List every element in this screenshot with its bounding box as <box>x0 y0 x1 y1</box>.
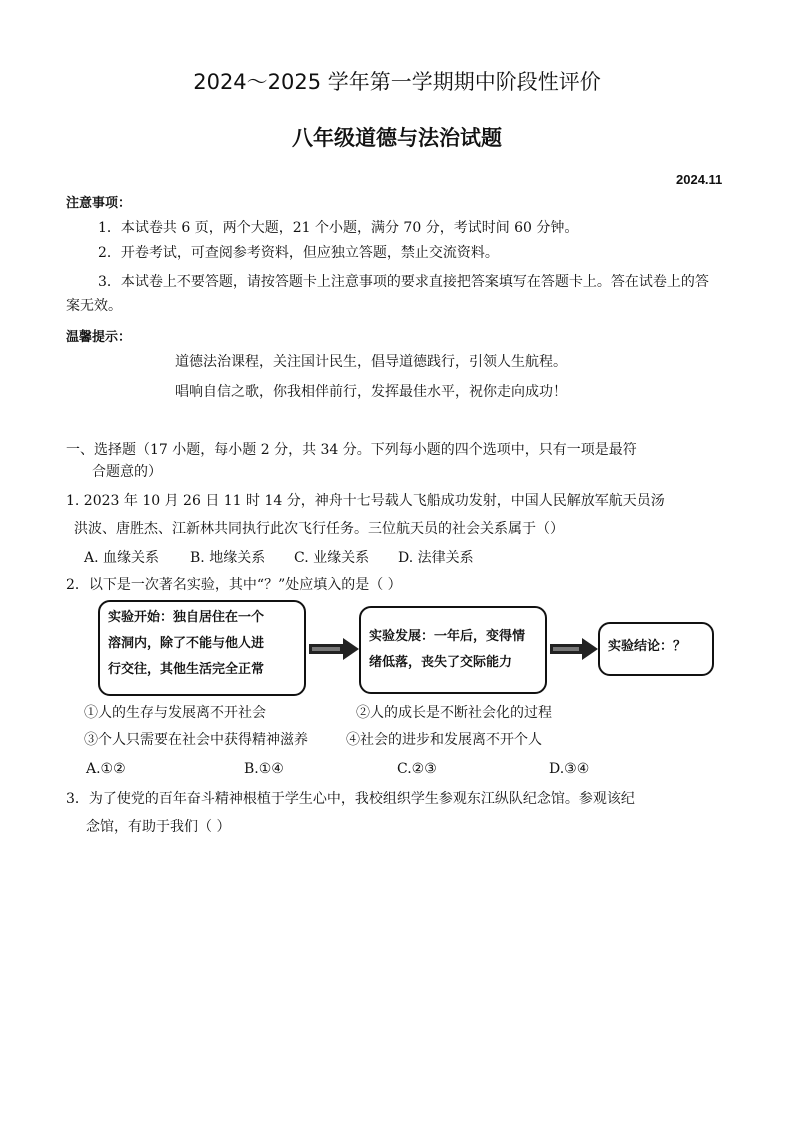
q3-line2: 念馆，有助于我们（ ） <box>86 819 231 835</box>
experiment-start-line2: 溶洞内，除了不能与他人进 <box>108 636 265 651</box>
tip-line-1: 道德法治课程，关注国计民生，倡导道德践行，引领人生航程。 <box>175 354 567 370</box>
q1-option-c: C. 业缘关系 <box>294 550 370 566</box>
q2-option-b: B.①④ <box>244 761 284 777</box>
q2-option-d: D.③④ <box>549 761 590 777</box>
note-item-3: 3．本试卷上不要答题，请按答题卡上注意事项的要求直接把答案填写在答题卡上。答在试卷上的答案无效。 <box>66 274 709 314</box>
q1-option-a: A. 血缘关系 <box>84 550 160 566</box>
exam-date: 2024.11 <box>676 172 723 187</box>
q2-statement-4: ④社会的进步和发展离不开个人 <box>346 732 542 748</box>
notes-heading: 注意事项： <box>66 196 132 211</box>
q2-stem: 2．以下是一次著名实验，其中“？”处应填入的是（ ） <box>66 577 402 593</box>
q2-statement-1: ①人的生存与发展离不开社会 <box>84 705 266 721</box>
experiment-development-line2: 绪低落，丧失了交际能力 <box>369 655 513 670</box>
arrow-right-icon <box>309 638 359 660</box>
section1-line1: 一、选择题（17 小题，每小题 2 分，共 34 分。下列每小题的四个选项中，只有一项是最符 <box>66 442 637 458</box>
experiment-development-box <box>359 606 547 694</box>
section1-line2: 合题意的） <box>92 464 162 480</box>
q2-option-a: A.①② <box>86 761 126 777</box>
q2-statement-3: ③个人只需要在社会中获得精神滋养 <box>84 732 308 748</box>
q2-option-c: C.②③ <box>397 761 437 777</box>
q1-option-b: B. 地缘关系 <box>190 550 266 566</box>
experiment-development-line1: 实验发展：一年后，变得情 <box>369 629 526 644</box>
exam-title: 2024～2025 学年第一学期期中阶段性评价 <box>193 70 601 94</box>
note-item-1: 1．本试卷共 6 页，两个大题，21 个小题，满分 70 分，考试时间 60 分钟。 <box>98 220 579 236</box>
q2-statement-2: ②人的成长是不断社会化的过程 <box>356 705 552 721</box>
q1-option-d: D. 法律关系 <box>398 550 474 566</box>
exam-subtitle: 八年级道德与法治试题 <box>292 126 502 150</box>
experiment-conclusion-box: 实验结论：？ <box>598 622 714 676</box>
q1-line1: 1. 2023 年 10 月 26 日 11 时 14 分，神舟十七号载人飞船成功发射，中国人民解放军航天员汤 <box>66 493 665 509</box>
tip-line-2: 唱响自信之歌，你我相伴前行，发挥最佳水平，祝你走向成功！ <box>175 384 567 400</box>
q1-line2: 洪波、唐胜杰、江新林共同执行此次飞行任务。三位航天员的社会关系属于（） <box>74 521 564 537</box>
tips-heading: 温馨提示： <box>66 330 132 345</box>
arrow-right-icon-2 <box>550 638 598 660</box>
experiment-start-line3: 行交往，其他生活完全正常 <box>108 662 265 677</box>
experiment-start-line1: 实验开始：独自居住在一个 <box>108 610 265 625</box>
experiment-start-box <box>98 600 306 696</box>
q3-line1: 3．为了使党的百年奋斗精神根植于学生心中，我校组织学生参观东江纵队纪念馆。参观该纪 <box>66 791 635 807</box>
note-item-2: 2．开卷考试，可查阅参考资料，但应独立答题，禁止交流资料。 <box>98 245 499 261</box>
